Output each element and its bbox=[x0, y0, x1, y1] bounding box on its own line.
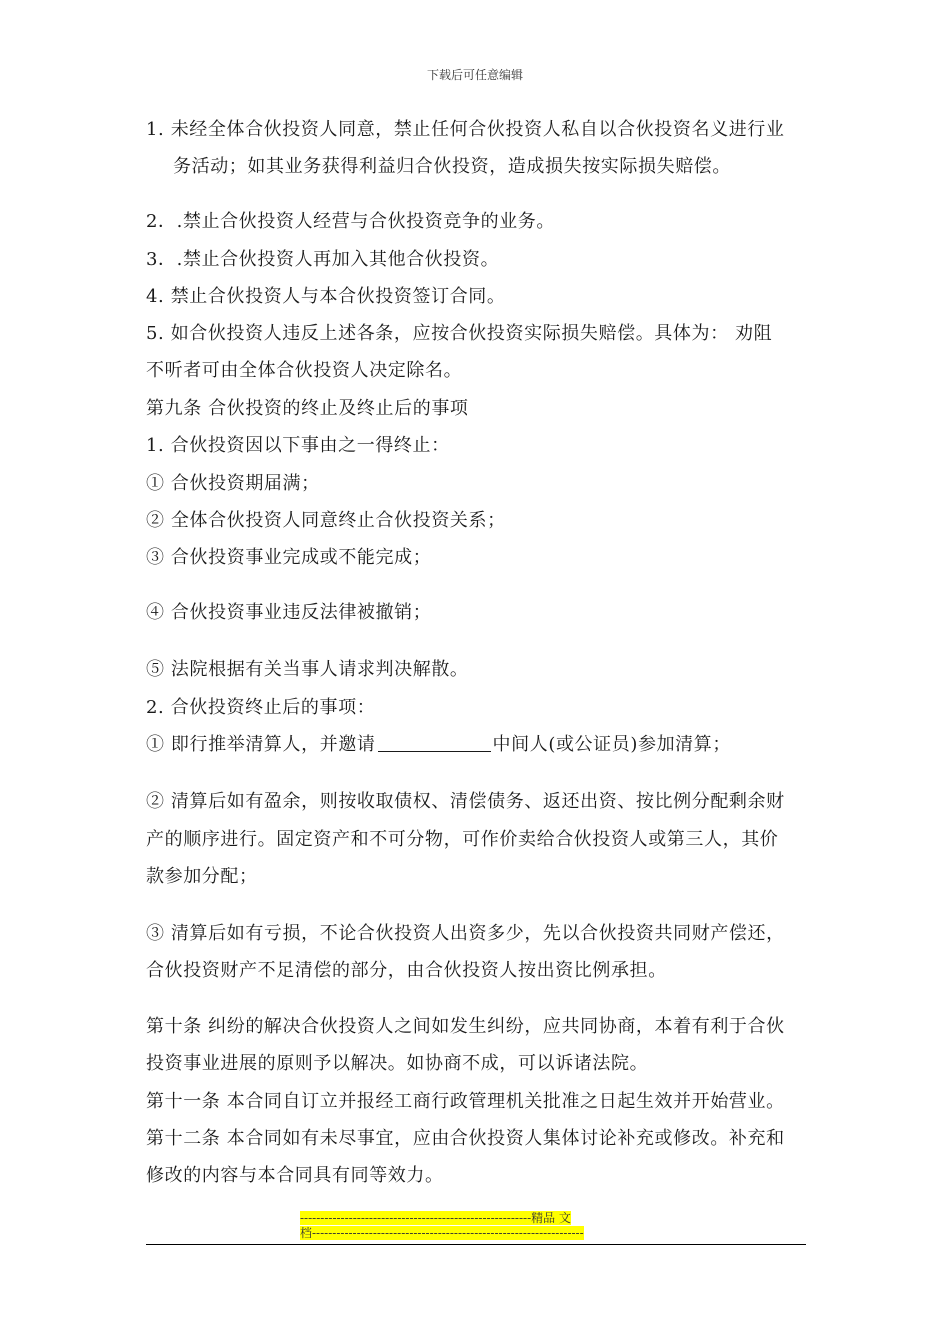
list-item-cont: 款参加分配； bbox=[146, 866, 258, 887]
list-item-cont: 合伙投资财产不足清偿的部分，由合伙投资人按出资比例承担。 bbox=[146, 960, 667, 981]
clause-line: 务活动；如其业务获得利益归合伙投资，造成损失按实际损失赔偿。 bbox=[173, 156, 731, 177]
clause-line: 不听者可由全体合伙投资人决定除名。 bbox=[146, 360, 463, 381]
clause-line: 2．.禁止合伙投资人经营与合伙投资竞争的业务。 bbox=[146, 211, 555, 232]
footer-watermark-line2 bbox=[300, 1226, 648, 1241]
article-text: 投资事业进展的原则予以解决。如协商不成，可以诉诸法院。 bbox=[146, 1053, 649, 1074]
footer-text: ---------------------------------------------------------精品 文 bbox=[300, 1211, 571, 1225]
list-item: ① 合伙投资期届满； bbox=[146, 473, 320, 494]
list-item: ② 全体合伙投资人同意终止合伙投资关系； bbox=[146, 510, 506, 531]
page-header: 下载后可任意编辑 bbox=[426, 68, 523, 82]
list-item: ③ 清算后如有亏损，不论合伙投资人出资多少，先以合伙投资共同财产偿还， bbox=[146, 923, 785, 944]
article-text: 第十二条 本合同如有未尽事宜，应由合伙投资人集体讨论补充或修改。补充和 bbox=[146, 1128, 785, 1149]
article-text: 第十一条 本合同自订立并报经工商行政管理机关批准之日起生效并开始营业。 bbox=[146, 1091, 785, 1112]
footer-rule bbox=[146, 1244, 806, 1245]
article-text: 修改的内容与本合同具有同等效力。 bbox=[146, 1165, 444, 1186]
footer-text: 档------------------------------------------------------------------- bbox=[300, 1226, 584, 1240]
list-item-with-blank bbox=[146, 733, 731, 757]
clause-line: 1. 未经全体合伙投资人同意，禁止任何合伙投资人私自以合伙投资名义进行业 bbox=[146, 119, 785, 140]
clause-line: 5. 如合伙投资人违反上述各条，应按合伙投资实际损失赔偿。具体为： 劝阻 bbox=[146, 323, 773, 344]
article-text: 第十条 纠纷的解决合伙投资人之间如发生纠纷，应共同协商，本着有利于合伙 bbox=[146, 1016, 785, 1037]
footer-watermark-line1 bbox=[300, 1211, 638, 1226]
clause-line: 4. 禁止合伙投资人与本合伙投资签订合同。 bbox=[146, 286, 506, 307]
clause-line: 1. 合伙投资因以下事由之一得终止： bbox=[146, 435, 450, 456]
list-item-text: ① 即行推举清算人，并邀请 bbox=[146, 734, 376, 755]
clause-line: 3．.禁止合伙投资人再加入其他合伙投资。 bbox=[146, 249, 500, 270]
article-heading: 第九条 合伙投资的终止及终止后的事项 bbox=[146, 398, 469, 419]
clause-line: 2. 合伙投资终止后的事项： bbox=[146, 697, 376, 718]
list-item: ④ 合伙投资事业违反法律被撤销； bbox=[146, 602, 432, 623]
list-item: ⑤ 法院根据有关当事人请求判决解散。 bbox=[146, 659, 469, 680]
list-item-cont: 产的顺序进行。固定资产和不可分物，可作价卖给合伙投资人或第三人，其价 bbox=[146, 829, 779, 850]
list-item: ③ 合伙投资事业完成或不能完成； bbox=[146, 547, 432, 568]
list-item-text: 中间人(或公证员)参加清算； bbox=[492, 734, 731, 755]
list-item: ② 清算后如有盈余，则按收取债权、清偿债务、返还出资、按比例分配剩余财 bbox=[146, 791, 785, 812]
fill-in-blank bbox=[378, 733, 491, 752]
